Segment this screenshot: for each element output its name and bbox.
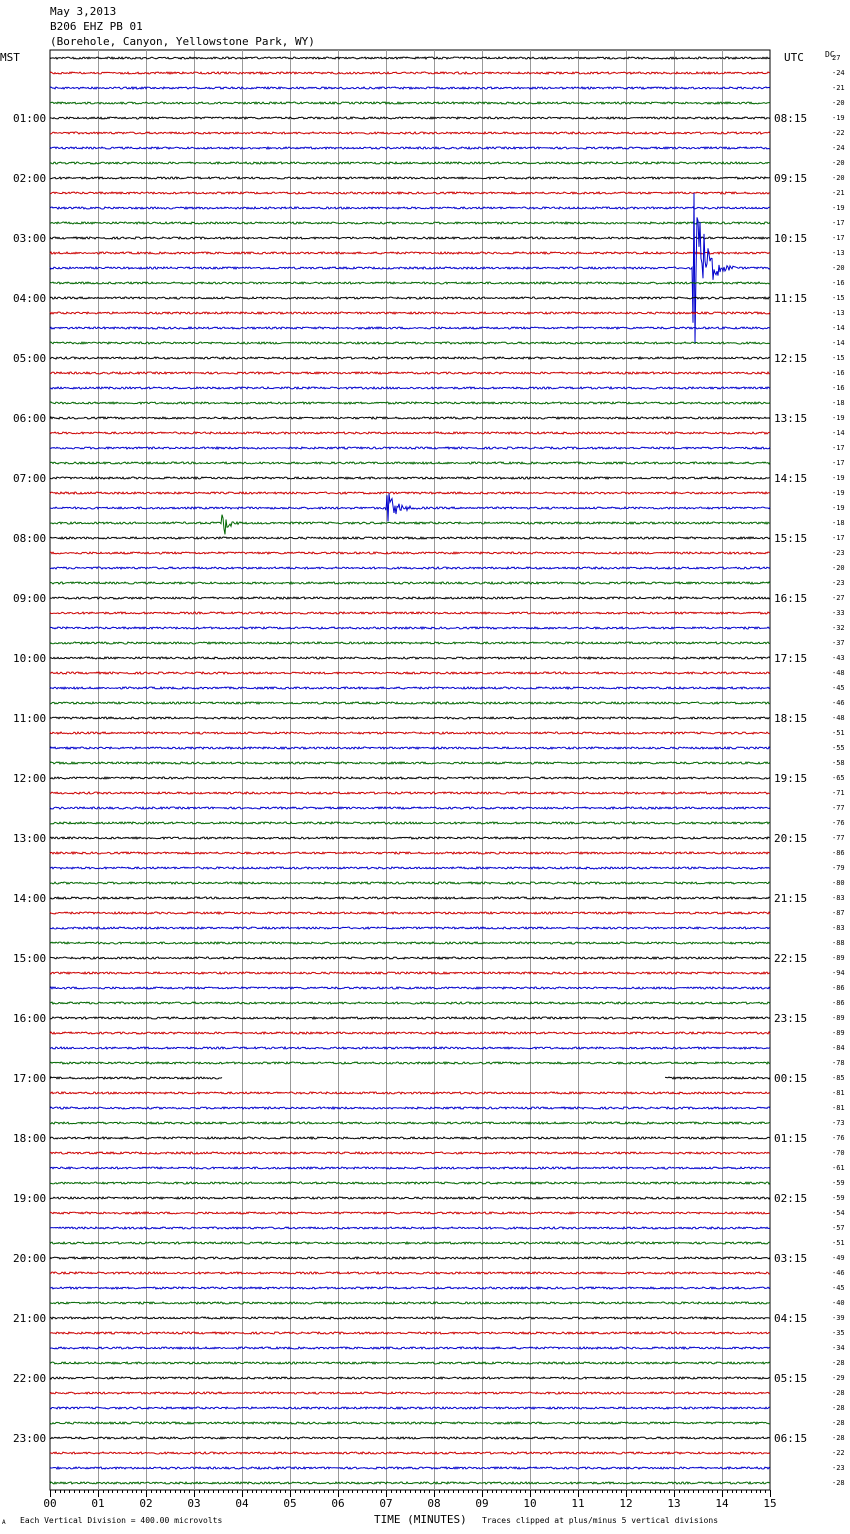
trace-row bbox=[50, 822, 770, 824]
trace-row bbox=[50, 627, 770, 629]
trace-row bbox=[50, 1002, 770, 1004]
dc-offset-label: -17 bbox=[832, 459, 845, 467]
dc-offset-label: -19 bbox=[832, 474, 845, 482]
trace-row bbox=[50, 957, 770, 959]
trace-row bbox=[50, 117, 770, 119]
dc-offset-label: -28 bbox=[832, 1404, 845, 1412]
dc-offset-label: -81 bbox=[832, 1089, 845, 1097]
dc-offset-label: -89 bbox=[832, 1029, 845, 1037]
trace-row bbox=[50, 777, 770, 779]
trace-row bbox=[50, 372, 770, 374]
trace-row bbox=[50, 837, 770, 839]
dc-offset-label: -20 bbox=[832, 174, 845, 182]
trace-row bbox=[50, 852, 770, 854]
dc-offset-label: -16 bbox=[832, 369, 845, 377]
trace-row bbox=[50, 207, 770, 209]
dc-offset-label: -89 bbox=[832, 954, 845, 962]
trace-row bbox=[50, 192, 770, 194]
x-tick-label: 11 bbox=[571, 1497, 585, 1510]
trace-row bbox=[50, 882, 770, 884]
dc-offset-label: -28 bbox=[832, 1479, 845, 1487]
utc-hour-label: 16:15 bbox=[774, 592, 808, 605]
trace-row bbox=[50, 1257, 770, 1259]
trace-row bbox=[50, 747, 770, 749]
trace-row bbox=[50, 462, 770, 464]
trace-row bbox=[50, 1422, 770, 1424]
x-tick-label: 12 bbox=[619, 1497, 633, 1510]
footer-scale-note: Each Vertical Division = 400.00 microvolts bbox=[20, 1516, 223, 1525]
utc-hour-label: 06:15 bbox=[774, 1432, 808, 1445]
utc-hour-label: 08:15 bbox=[774, 112, 808, 125]
dc-offset-label: -22 bbox=[832, 129, 845, 137]
dc-offset-label: -17 bbox=[832, 234, 845, 242]
trace-row bbox=[50, 897, 770, 899]
dc-offset-label: -76 bbox=[832, 1134, 845, 1142]
x-tick-label: 05 bbox=[283, 1497, 297, 1510]
dc-offset-label: -28 bbox=[832, 1389, 845, 1397]
trace-row bbox=[50, 612, 770, 614]
dc-offset-label: -86 bbox=[832, 849, 845, 857]
utc-hour-label: 01:15 bbox=[774, 1132, 808, 1145]
dc-offset-label: -17 bbox=[832, 444, 845, 452]
x-tick-label: 15 bbox=[763, 1497, 777, 1510]
trace-row bbox=[50, 432, 770, 434]
dc-offset-label: -86 bbox=[832, 999, 845, 1007]
utc-axis-title: UTC bbox=[784, 51, 804, 64]
trace-row bbox=[50, 1047, 770, 1049]
dc-offset-label: 27 bbox=[832, 54, 841, 62]
trace-row bbox=[50, 402, 770, 404]
mst-hour-label: 10:00 bbox=[13, 652, 47, 665]
utc-hour-label: 10:15 bbox=[774, 232, 808, 245]
trace-row bbox=[50, 537, 770, 539]
trace-row bbox=[50, 327, 770, 329]
trace-row bbox=[50, 717, 770, 719]
dc-offset-label: -14 bbox=[832, 324, 845, 332]
dc-offset-label: -13 bbox=[832, 249, 845, 257]
dc-offset-label: -17 bbox=[832, 534, 845, 542]
dc-offset-label: -71 bbox=[832, 789, 845, 797]
trace-row bbox=[50, 1242, 770, 1244]
trace-row bbox=[50, 1017, 770, 1019]
mst-hour-label: 19:00 bbox=[13, 1192, 47, 1205]
trace-row bbox=[50, 1152, 770, 1154]
dc-offset-label: -23 bbox=[832, 1464, 845, 1472]
trace-row bbox=[50, 252, 770, 254]
trace-row bbox=[50, 552, 770, 554]
trace-row bbox=[50, 87, 770, 89]
dc-offset-label: -19 bbox=[832, 204, 845, 212]
mst-hour-label: 21:00 bbox=[13, 1312, 47, 1325]
dc-offset-label: -51 bbox=[832, 729, 845, 737]
mst-hour-label: 18:00 bbox=[13, 1132, 47, 1145]
trace-row bbox=[50, 1197, 770, 1199]
mst-hour-label: 20:00 bbox=[13, 1252, 47, 1265]
trace-row bbox=[50, 642, 770, 644]
mst-hour-label: 16:00 bbox=[13, 1012, 47, 1025]
mst-hour-label: 23:00 bbox=[13, 1432, 47, 1445]
trace-row bbox=[50, 1302, 770, 1304]
dc-offset-label: -46 bbox=[832, 1269, 845, 1277]
dc-offset-label: -86 bbox=[832, 984, 845, 992]
mst-hour-label: 13:00 bbox=[13, 832, 47, 845]
mst-hour-label: 06:00 bbox=[13, 412, 47, 425]
dc-offset-label: -28 bbox=[832, 1359, 845, 1367]
utc-hour-label: 12:15 bbox=[774, 352, 808, 365]
dc-offset-label: -58 bbox=[832, 759, 845, 767]
dc-offset-label: -87 bbox=[832, 909, 845, 917]
dc-offset-label: -57 bbox=[832, 1224, 845, 1232]
dc-offset-label: -48 bbox=[832, 714, 845, 722]
mst-hour-label: 22:00 bbox=[13, 1372, 47, 1385]
mst-hour-label: 12:00 bbox=[13, 772, 47, 785]
trace-row bbox=[50, 57, 770, 59]
x-tick-label: 10 bbox=[523, 1497, 537, 1510]
utc-hour-label: 00:15 bbox=[774, 1072, 808, 1085]
trace-row bbox=[50, 1437, 770, 1439]
trace-row bbox=[50, 1092, 770, 1094]
dc-offset-label: -81 bbox=[832, 1104, 845, 1112]
trace-row bbox=[50, 1272, 770, 1274]
seismic-traces bbox=[50, 57, 770, 1484]
trace-row bbox=[50, 1167, 770, 1169]
trace-row bbox=[50, 447, 770, 449]
trace-row bbox=[50, 597, 770, 599]
trace-row bbox=[50, 1122, 770, 1124]
dc-offset-label: -18 bbox=[832, 399, 845, 407]
trace-row bbox=[50, 193, 770, 343]
dc-offset-label: -23 bbox=[832, 549, 845, 557]
dc-offset-label: -73 bbox=[832, 1119, 845, 1127]
utc-hour-label: 09:15 bbox=[774, 172, 808, 185]
x-tick-label: 01 bbox=[91, 1497, 105, 1510]
trace-row bbox=[50, 927, 770, 929]
trace-row bbox=[50, 1317, 770, 1319]
dc-offset-label: -28 bbox=[832, 1434, 845, 1442]
x-tick-label: 08 bbox=[427, 1497, 441, 1510]
trace-row bbox=[50, 477, 770, 479]
dc-offset-label: -59 bbox=[832, 1179, 845, 1187]
x-tick-label: 14 bbox=[715, 1497, 729, 1510]
dc-offset-label: -21 bbox=[832, 84, 845, 92]
dc-offset-label: -20 bbox=[832, 159, 845, 167]
mst-hour-label: 09:00 bbox=[13, 592, 47, 605]
trace-row bbox=[50, 702, 770, 704]
dc-offset-label: -84 bbox=[832, 1044, 845, 1052]
trace-row bbox=[50, 1467, 770, 1469]
trace-row bbox=[50, 162, 770, 164]
trace-row bbox=[50, 1032, 770, 1034]
trace-row bbox=[50, 732, 770, 734]
trace-row bbox=[50, 807, 770, 809]
mst-hour-label: 04:00 bbox=[13, 292, 47, 305]
dc-offset-label: -49 bbox=[832, 1254, 845, 1262]
trace-row bbox=[50, 357, 770, 359]
trace-row bbox=[50, 1407, 770, 1409]
dc-offset-label: -80 bbox=[832, 879, 845, 887]
trace-row bbox=[50, 72, 770, 74]
trace-row bbox=[50, 1212, 770, 1214]
dc-offset-label: -43 bbox=[832, 654, 845, 662]
dc-offset-label: -88 bbox=[832, 939, 845, 947]
x-axis-title: TIME (MINUTES) bbox=[374, 1513, 467, 1526]
utc-hour-label: 05:15 bbox=[774, 1372, 808, 1385]
dc-offset-label: -45 bbox=[832, 1284, 845, 1292]
trace-row bbox=[50, 147, 770, 149]
trace-row bbox=[50, 1482, 770, 1484]
dc-offset-label: -34 bbox=[832, 1344, 845, 1352]
trace-row bbox=[50, 1062, 770, 1064]
dc-offset-label: -46 bbox=[832, 699, 845, 707]
trace-row bbox=[50, 687, 770, 689]
dc-offset-label: -76 bbox=[832, 819, 845, 827]
dc-offset-label: -24 bbox=[832, 69, 845, 77]
trace-row bbox=[50, 1452, 770, 1454]
mst-hour-label: 01:00 bbox=[13, 112, 47, 125]
trace-row bbox=[50, 387, 770, 389]
dc-offset-label: -33 bbox=[832, 609, 845, 617]
trace-row bbox=[50, 1347, 770, 1349]
trace-row bbox=[50, 1077, 770, 1079]
trace-row bbox=[50, 567, 770, 569]
utc-hour-label: 22:15 bbox=[774, 952, 808, 965]
dc-offset-label: -48 bbox=[832, 669, 845, 677]
dc-offset-label: -28 bbox=[832, 1419, 845, 1427]
utc-hour-label: 14:15 bbox=[774, 472, 808, 485]
dc-offset-label: -15 bbox=[832, 294, 845, 302]
dc-offset-label: -32 bbox=[832, 624, 845, 632]
mst-hour-label: 11:00 bbox=[13, 712, 47, 725]
dc-offset-label: -54 bbox=[832, 1209, 845, 1217]
trace-row bbox=[50, 912, 770, 914]
location-label: (Borehole, Canyon, Yellowstone Park, WY) bbox=[50, 35, 315, 48]
dc-offset-label: -45 bbox=[832, 684, 845, 692]
mst-hour-label: 17:00 bbox=[13, 1072, 47, 1085]
dc-offset-label: -29 bbox=[832, 1374, 845, 1382]
trace-row bbox=[50, 132, 770, 134]
trace-row bbox=[50, 987, 770, 989]
x-tick-label: 02 bbox=[139, 1497, 153, 1510]
dc-offset-label: -94 bbox=[832, 969, 845, 977]
trace-row bbox=[50, 1287, 770, 1289]
corner-mark: A bbox=[2, 1519, 6, 1526]
x-tick-label: 00 bbox=[43, 1497, 57, 1510]
trace-row bbox=[50, 867, 770, 869]
dc-title: DC bbox=[825, 50, 835, 59]
dc-offset-label: -19 bbox=[832, 414, 845, 422]
dc-offset-label: -55 bbox=[832, 744, 845, 752]
trace-row bbox=[50, 1182, 770, 1184]
dc-offset-label: -85 bbox=[832, 1074, 845, 1082]
dc-offset-label: -79 bbox=[832, 864, 845, 872]
dc-offset-label: -27 bbox=[832, 594, 845, 602]
x-tick-label: 07 bbox=[379, 1497, 393, 1510]
dc-offset-label: -15 bbox=[832, 354, 845, 362]
x-tick-label: 03 bbox=[187, 1497, 201, 1510]
dc-offset-label: -39 bbox=[832, 1314, 845, 1322]
trace-row bbox=[50, 417, 770, 419]
trace-row bbox=[50, 312, 770, 314]
dc-offset-label: -18 bbox=[832, 519, 845, 527]
trace-row bbox=[50, 1227, 770, 1229]
trace-row bbox=[50, 342, 770, 344]
trace-row bbox=[50, 657, 770, 659]
x-tick-label: 09 bbox=[475, 1497, 489, 1510]
mst-hour-label: 02:00 bbox=[13, 172, 47, 185]
utc-hour-label: 20:15 bbox=[774, 832, 808, 845]
x-tick-label: 04 bbox=[235, 1497, 249, 1510]
trace-row bbox=[50, 582, 770, 584]
utc-hour-label: 03:15 bbox=[774, 1252, 808, 1265]
dc-offset-label: -20 bbox=[832, 564, 845, 572]
station-label: B206 EHZ PB 01 bbox=[50, 20, 143, 33]
mst-hour-label: 07:00 bbox=[13, 472, 47, 485]
dc-offset-label: -14 bbox=[832, 339, 845, 347]
dc-offset-label: -77 bbox=[832, 834, 845, 842]
dc-offset-label: -20 bbox=[832, 264, 845, 272]
utc-hour-label: 23:15 bbox=[774, 1012, 808, 1025]
trace-row bbox=[50, 177, 770, 179]
trace-row bbox=[50, 1392, 770, 1394]
utc-hour-label: 02:15 bbox=[774, 1192, 808, 1205]
dc-offset-label: -65 bbox=[832, 774, 845, 782]
mst-hour-label: 14:00 bbox=[13, 892, 47, 905]
dc-offset-label: -14 bbox=[832, 429, 845, 437]
utc-hour-label: 21:15 bbox=[774, 892, 808, 905]
dc-offset-label: -19 bbox=[832, 489, 845, 497]
date-label: May 3,2013 bbox=[50, 5, 117, 18]
dc-offset-label: -59 bbox=[832, 1194, 845, 1202]
trace-row bbox=[50, 297, 770, 299]
dc-offset-label: -83 bbox=[832, 894, 845, 902]
trace-row bbox=[50, 222, 770, 224]
trace-row bbox=[50, 492, 770, 494]
dc-offset-label: -16 bbox=[832, 279, 845, 287]
utc-hour-label: 18:15 bbox=[774, 712, 808, 725]
trace-row bbox=[50, 237, 770, 239]
dc-offset-label: -51 bbox=[832, 1239, 845, 1247]
dc-offset-label: -61 bbox=[832, 1164, 845, 1172]
utc-hour-label: 13:15 bbox=[774, 412, 808, 425]
mst-hour-label: 05:00 bbox=[13, 352, 47, 365]
trace-row bbox=[50, 1362, 770, 1364]
dc-offset-label: -89 bbox=[832, 1014, 845, 1022]
footer-clip-note: Traces clipped at plus/minus 5 vertical divisions bbox=[482, 1516, 719, 1525]
dc-offset-label: -20 bbox=[832, 99, 845, 107]
trace-row bbox=[50, 1377, 770, 1379]
trace-row bbox=[50, 1107, 770, 1109]
trace-row bbox=[50, 282, 770, 284]
mst-hour-label: 08:00 bbox=[13, 532, 47, 545]
trace-row bbox=[50, 672, 770, 674]
trace-row bbox=[50, 494, 770, 522]
dc-offset-label: -37 bbox=[832, 639, 845, 647]
dc-offset-label: -17 bbox=[832, 219, 845, 227]
x-tick-label: 06 bbox=[331, 1497, 345, 1510]
dc-offset-label: -16 bbox=[832, 384, 845, 392]
dc-offset-label: -19 bbox=[832, 504, 845, 512]
dc-offset-label: -13 bbox=[832, 309, 845, 317]
utc-hour-label: 04:15 bbox=[774, 1312, 808, 1325]
x-tick-label: 13 bbox=[667, 1497, 681, 1510]
trace-row bbox=[50, 1137, 770, 1139]
dc-offset-label: -77 bbox=[832, 804, 845, 812]
dc-offset-label: -22 bbox=[832, 1449, 845, 1457]
trace-row bbox=[50, 942, 770, 944]
utc-hour-label: 15:15 bbox=[774, 532, 808, 545]
utc-hour-label: 11:15 bbox=[774, 292, 808, 305]
mst-hour-label: 15:00 bbox=[13, 952, 47, 965]
dc-offset-label: -35 bbox=[832, 1329, 845, 1337]
utc-hour-label: 17:15 bbox=[774, 652, 808, 665]
trace-row bbox=[50, 762, 770, 764]
dc-offset-label: -70 bbox=[832, 1149, 845, 1157]
trace-row bbox=[50, 102, 770, 104]
utc-hour-label: 19:15 bbox=[774, 772, 808, 785]
trace-row bbox=[50, 515, 770, 535]
dc-offset-label: -23 bbox=[832, 579, 845, 587]
dc-offset-label: -24 bbox=[832, 144, 845, 152]
trace-row bbox=[50, 792, 770, 794]
dc-offset-label: -78 bbox=[832, 1059, 845, 1067]
dc-offset-label: -40 bbox=[832, 1299, 845, 1307]
mst-axis-title: MST bbox=[0, 51, 20, 64]
dc-offset-label: -19 bbox=[832, 114, 845, 122]
trace-row bbox=[50, 972, 770, 974]
dc-offset-label: -83 bbox=[832, 924, 845, 932]
trace-row bbox=[50, 1332, 770, 1334]
mst-hour-label: 03:00 bbox=[13, 232, 47, 245]
dc-offset-label: -21 bbox=[832, 189, 845, 197]
